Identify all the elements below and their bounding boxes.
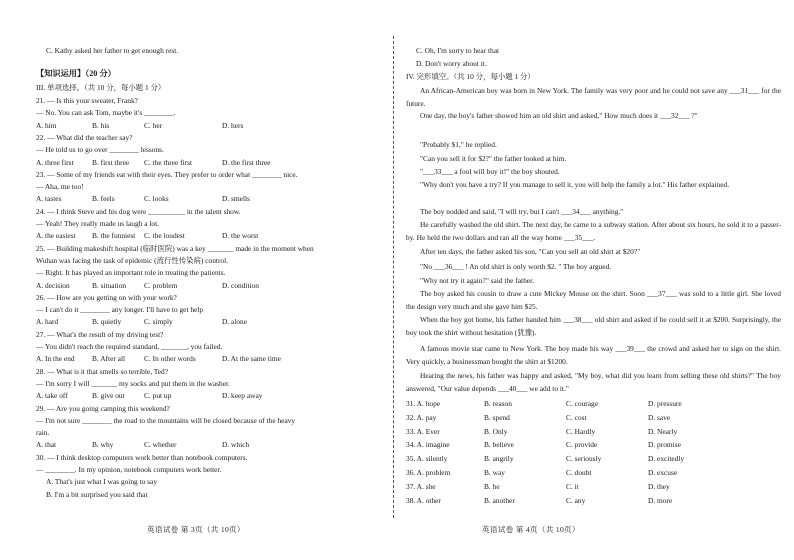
answer-option: B. situation <box>92 280 127 290</box>
answer-option: B. quietly <box>92 317 122 327</box>
cloze-answer-option: B. Only <box>484 426 508 436</box>
cloze-paragraph: A famous movie star came to New York. The boy made his way ___39___ the crowd and asked her to sign on the shirt. Very quickly, a businessman bought the shirt at $1200. <box>406 344 781 367</box>
cloze-paragraph: "Can you sell it for $2?" the father looked at him. <box>420 154 567 163</box>
answer-option: D. hers <box>222 120 244 130</box>
cloze-answer-option: B. he <box>484 481 500 491</box>
answer-option: D. the first three <box>222 157 271 167</box>
cloze-paragraph: The boy asked his cousin to draw a cute Mickey Mouse on the shirt. Soon ___37___ was sold to a little girl. She loved the design very much and she gave him $25. <box>406 289 781 312</box>
cloze-answer-option: C. seriously <box>566 454 602 464</box>
question-line: — I'm sorry I will _______ my socks and put them in the washer. <box>36 378 230 388</box>
question-line: 29. — Are you going camping this weekend? <box>36 403 170 413</box>
question-line: 25. — Building makeshift hospital (临时医院) was a key _______ made in the moment when <box>36 243 314 253</box>
question-line: — You didn't reach the required standard, _______, you failed. <box>36 342 223 351</box>
answer-option: C. looks <box>144 194 169 204</box>
cloze-answer-option: C. cost <box>566 412 587 422</box>
page-divider <box>393 36 394 518</box>
cloze-answer-option: D. excuse <box>648 468 678 477</box>
question-line: 30. — I think desktop computers work better than notebook computers. <box>36 452 248 462</box>
answer-option: A. the easiest <box>36 231 76 241</box>
cloze-answer-option: D. save <box>648 412 671 422</box>
question-line: — ________. In my opinion, notebook computers work better. <box>36 465 222 474</box>
cloze-answer-option: 32. A. pay <box>406 412 437 422</box>
carryover-option: C. Oh, I'm sorry to hear that <box>416 46 500 55</box>
answer-option: A. him <box>36 120 57 130</box>
answer-option: B. his <box>92 120 110 130</box>
carryover-option: C. Kathy asked her father to get enough rest. <box>46 46 179 55</box>
cloze-answer-option: C. courage <box>566 399 599 408</box>
answer-option: A. three first <box>36 157 74 167</box>
question-line: 24. — I think Steve and his dog were __________ in the talent show. <box>36 206 241 216</box>
answer-option: D. condition <box>222 280 259 290</box>
cloze-answer-option: 31. A. hope <box>406 399 441 408</box>
answer-option: D. At the same time <box>222 354 281 364</box>
answer-option: D. keep away <box>222 391 263 401</box>
cloze-answer-option: 38. A. other <box>406 495 441 505</box>
left-page-footer: 英语试卷 第 3页（共 10页） <box>147 525 245 534</box>
section-title: IV. 完形填空。（共 10 分，每小题 1 分） <box>406 72 535 81</box>
question-line: 26. — How are you getting on with your work? <box>36 292 177 302</box>
cloze-paragraph: "___33___ a fool will buy it!" the boy shouted. <box>420 167 560 176</box>
answer-option: C. put up <box>144 391 172 401</box>
question-line: — Right. It has played an important role in treating the patients. <box>36 268 226 278</box>
cloze-paragraph: "Probably $1," he replied. <box>420 140 497 149</box>
cloze-answer-option: 34. A. imagine <box>406 440 450 450</box>
cloze-answer-option: B. angrily <box>484 454 514 464</box>
cloze-answer-option: 33. A. Ever <box>406 426 440 436</box>
cloze-answer-option: B. spend <box>484 412 510 422</box>
answer-option: C. problem <box>144 280 178 290</box>
cloze-answer-option: B. another <box>484 495 515 505</box>
right-page-footer: 英语试卷 第 4页（共 10页） <box>482 525 580 534</box>
question-line: 22. — What did the teacher say? <box>36 132 133 142</box>
question-line: — I'm not sure ________ the road to the mountains will be closed because of the heavy <box>36 415 296 425</box>
answer-option: C. the loudest <box>144 231 185 241</box>
question-line: 23. — Some of my friends eat with their eyes. They prefer to order what ________ nice. <box>36 169 298 179</box>
question-line: 28. — What is it that smells so terrible, Ted? <box>36 366 169 376</box>
question-line: 21. — Is this your sweater, Frank? <box>36 96 138 105</box>
cloze-answer-option: B. way <box>484 468 505 477</box>
cloze-paragraph: When the boy got home, his father handed him ___38___ old shirt and asked if he could sell it at $200. Surprisingly, the boy took the shirt without hesitation (犹豫). <box>406 315 781 338</box>
answer-option: A. In the end <box>36 354 75 364</box>
cloze-answer-option: D. they <box>648 481 670 491</box>
cloze-paragraph: After ten days, the father asked his son, "Can you sell an old shirt at $20?" <box>420 247 641 256</box>
cloze-paragraph: He carefully washed the old shirt. The next day, he came to a subway station. After about six hours, he sold it to a passer-by. He held the two dollars and ran all the way home ___35___. <box>406 220 781 243</box>
answer-option: B. give out <box>92 391 125 401</box>
cloze-answer-option: B. reason <box>484 399 512 408</box>
cloze-paragraph: One day, the boy's father showed him an old shirt and asked," How much does it ___32___ ?" <box>420 111 698 120</box>
cloze-answer-option: D. Nearly <box>648 426 678 436</box>
question-line: 27. — What's the result of my driving test? <box>36 329 164 339</box>
question-line: Wuhan was facing the task of epidemic (流行性传染病) control. <box>36 255 229 265</box>
answer-option: C. simply <box>144 317 173 327</box>
answer-option: D. smells <box>222 194 250 204</box>
answer-option: A. tastes <box>36 194 62 204</box>
right-page <box>396 0 794 560</box>
question-line: — He told us to go over ________ lessons. <box>36 145 164 155</box>
answer-option: D. alone <box>222 317 248 327</box>
question-line: rain. <box>36 428 50 438</box>
cloze-paragraph: "Why don't you have a try? If you manage to sell it, you will help the family a lot." His father explained. <box>420 180 730 189</box>
answer-option: C. the three first <box>144 157 193 167</box>
answer-option: B. feels <box>92 194 115 204</box>
left-page <box>0 0 392 560</box>
cloze-answer-option: 37. A. she <box>406 481 436 491</box>
subsection-title: III. 单项选择。（共 10 分，每小题 1 分） <box>36 83 166 92</box>
cloze-answer-option: C. provide <box>566 440 598 450</box>
cloze-answer-option: 36. A. problem <box>406 468 451 477</box>
question-line: — Yeah! They really made us laugh a lot. <box>36 219 160 228</box>
cloze-answer-option: D. pressure <box>648 399 682 408</box>
answer-option: C. her <box>144 120 163 130</box>
section-title: 【知识运用】（20 分） <box>36 69 116 78</box>
cloze-answer-option: B. believe <box>484 440 514 450</box>
answer-option: B. why <box>92 440 114 450</box>
cloze-answer-option: C. doubt <box>566 468 592 477</box>
cloze-answer-option: D. excitedly <box>648 454 685 464</box>
cloze-paragraph: "Why not try it again?" said the father. <box>420 276 534 285</box>
answer-option: A. decision <box>36 280 70 290</box>
cloze-answer-option: C. any <box>566 495 586 505</box>
cloze-answer-option: D. promise <box>648 440 681 450</box>
cloze-answer-option: 35. A. silently <box>406 454 448 464</box>
cloze-paragraph: Hearing the news, his father was happy and asked, "My boy, what did you learn from selling these old shirts?" The boy answered, "Our value depends ___40___ we add to it." <box>406 371 781 394</box>
answer-option: B. After all <box>92 354 126 364</box>
answer-option: D. which <box>222 440 250 450</box>
carryover-option: D. Don't worry about it. <box>416 59 487 68</box>
answer-option: A. hard <box>36 317 59 327</box>
answer-option: D. the worst <box>222 231 259 241</box>
answer-option: C. whether <box>144 440 177 450</box>
answer-option: B. the funniest <box>92 231 136 241</box>
cloze-answer-option: D. more <box>648 495 673 505</box>
cloze-paragraph: "No ___36___ ! An old shirt is only worth $2. " The boy argued. <box>420 262 612 271</box>
cloze-answer-option: C. Hardly <box>566 426 596 436</box>
cloze-paragraph: The boy nodded and said, "I will try, but I can't ___34___ anything." <box>420 207 624 216</box>
answer-option: A. That's just what I was going to say <box>46 477 158 487</box>
answer-option: B. I'm a bit surprised you said that <box>46 489 148 499</box>
question-line: — No. You can ask Tom, maybe it's ________. <box>36 108 176 118</box>
answer-option: C. In other words <box>144 354 196 364</box>
question-line: — Aha, me too! <box>36 182 84 192</box>
answer-option: A. that <box>36 440 57 450</box>
cloze-answer-option: C. it <box>566 481 579 491</box>
answer-option: B. first three <box>92 157 130 167</box>
cloze-paragraph: An African-American boy was born in New York. The family was very poor and he could not save any ___31___ for the future. <box>406 86 781 109</box>
answer-option: A. take off <box>36 391 68 401</box>
question-line: — I can't do it ________ any longer. I'll have to get help <box>36 305 204 315</box>
